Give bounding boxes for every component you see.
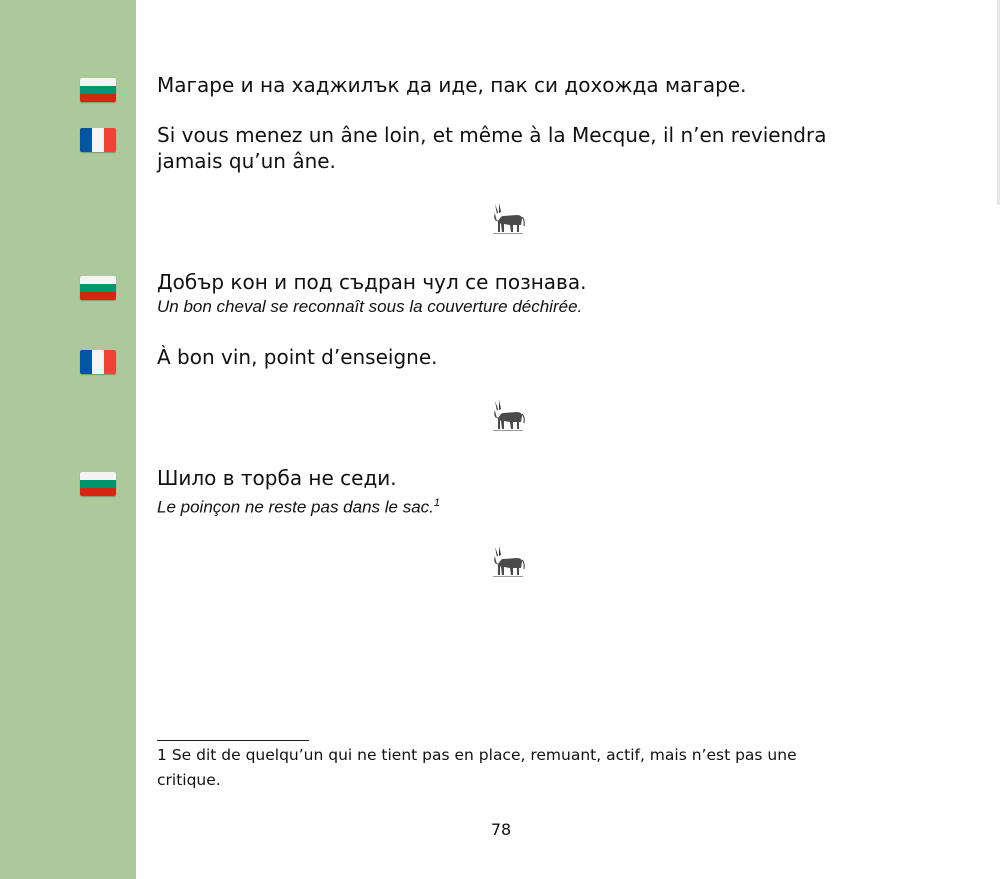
proverb-bg-3-translation [157,492,440,519]
bulgarian-flag-icon [80,472,116,496]
french-flag-icon [80,350,116,374]
proverb-fr-1-line1: Si vous menez un âne loin, et même à la Mecque, il n’en reviendra [157,123,827,147]
proverb-bg-2-translation: Un bon cheval se reconnaît sous la couverture déchirée. [157,297,583,316]
footnote-rule [157,740,309,741]
footnote-ref: 1 [433,497,441,509]
footnote-number: 1 [157,746,167,764]
footnote-text: Se dit de quelqu’un qui ne tient pas en place, remuant, actif, mais n’est pas une critique. [157,746,797,789]
french-flag-icon [80,128,116,152]
footnote [157,743,857,793]
page-number: 78 [490,820,512,839]
bulgarian-flag-icon [80,276,116,300]
proverb-fr-1-line2: jamais qu’un âne. [157,149,336,173]
proverb-bg-2: Добър кон и под съдран чул се познава. [157,270,587,294]
donkey-icon [489,198,527,236]
donkey-icon [489,395,527,433]
proverb-bg-3: Шило в торба не седи. [157,466,397,490]
proverb-fr-2: À bon vin, point d’enseigne. [157,345,438,369]
donkey-icon [489,541,527,579]
bulgarian-flag-icon [80,78,116,102]
translation-text: Le poinçon ne reste pas dans le sac. [157,497,434,517]
proverb-bg-1: Магаре и на хаджилък да иде, пак си дохожда магаре. [157,73,747,97]
